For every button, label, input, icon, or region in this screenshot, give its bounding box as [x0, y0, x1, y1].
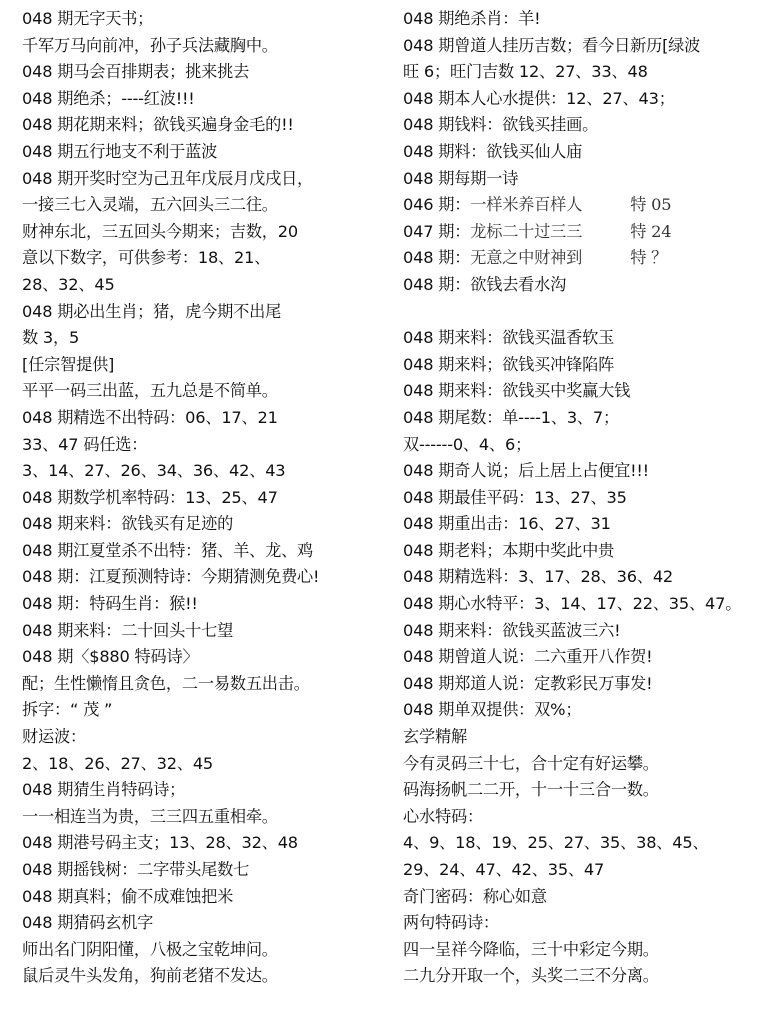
left-text-line: 048 期精选不出特码：06、17、21	[22, 407, 278, 427]
right-text-line: 048 期曾道人说：二六重开八作贺!	[403, 647, 653, 667]
right-text-line: 二九分开取一个，头奖二三不分离。	[403, 966, 659, 986]
right-text-line: 心水特码：	[403, 806, 483, 826]
right-text-line: 048 期老料；本期中奖此中贵	[403, 540, 615, 560]
poem-row	[403, 192, 769, 219]
left-text-line: 048 期绝杀；----红波!!!	[22, 88, 195, 108]
poem-text: 无意之中财神到	[470, 248, 583, 268]
left-text-line: 一一相连当为贵，三三四五重相牵。	[22, 806, 278, 826]
left-text-line: 数 3，5	[22, 328, 80, 348]
left-text-line: 048 期：江夏预测特诗：今期猜测免费心!	[22, 567, 320, 587]
right-text-line: 048 期曾道人挂历吉数；看今日新历[绿波	[403, 35, 701, 55]
right-text-line: 048 期料：欲钱买仙人庙	[403, 141, 583, 161]
left-text-line: 配；生性懒惰且贪色，二一易数五出击。	[22, 673, 310, 693]
right-text-line: 048 期每期一诗	[403, 168, 519, 188]
right-text-line: 码海扬帆二二开，十一十三合一数。	[403, 780, 659, 800]
right-text-line: 048 期钱料：欲钱买挂画。	[403, 115, 599, 135]
poem-row	[403, 245, 769, 272]
left-text-line: 048 期数学机率特码：13、25、47	[22, 487, 278, 507]
poem-text: 龙标二十过三三	[470, 221, 583, 241]
right-text-line: 048 期心水特平：3、14、17、22、35、47。	[403, 594, 742, 614]
left-text-line: 048 期猜码玄机字	[22, 913, 154, 933]
left-text-line: 048 期真料；偷不成难蚀把米	[22, 886, 234, 906]
right-text-line: 今有灵码三十七，合十定有好运攀。	[403, 753, 659, 773]
right-text-line: 旺 6；旺门吉数 12、27、33、48	[403, 62, 648, 82]
right-text-line: 048 期尾数：单----1、3、7；	[403, 407, 620, 427]
right-text-line: 双------0、4、6；	[403, 434, 532, 454]
right-text-line: 048 期：欲钱去看水沟	[403, 274, 567, 294]
left-text-line: 048 期开奖时空为己丑年戊辰月戊戌日，	[22, 168, 314, 188]
left-text-line: 2、18、26、27、32、45	[22, 753, 214, 773]
right-text-line	[403, 299, 769, 326]
poem-issue-label: 046 期：	[403, 195, 471, 215]
left-text-line: 048 期〈$880 特码诗〉	[22, 647, 199, 667]
left-text-line: 048 期猜生肖特码诗；	[22, 780, 186, 800]
right-column	[403, 6, 769, 990]
left-text-line: 意以下数字，可供参考：18、21、	[22, 248, 271, 268]
left-text-line: 千军万马向前冲，孙子兵法藏胸中。	[22, 35, 278, 55]
left-text-line: 048 期马会百排期表；挑来挑去	[22, 62, 250, 82]
left-text-line: 拆字：“ 茂 ”	[22, 700, 113, 720]
right-text-line: 048 期来料；欲钱买冲锋陷阵	[403, 354, 615, 374]
left-text-line: 048 期摇钱树：二字带头尾数七	[22, 860, 250, 879]
left-text-line: 鼠后灵牛头发角，狗前老猪不发达。	[22, 966, 278, 986]
right-text-line: 048 期最佳平码：13、27、35	[403, 487, 627, 507]
poem-text: 一样米养百样人	[470, 195, 583, 215]
right-text-line: 奇门密码：称心如意	[403, 886, 547, 906]
right-text-line: 四一呈祥今降临，三十中彩定今期。	[403, 939, 659, 959]
poem-special-number: 特 ？	[630, 248, 668, 268]
poem-row	[403, 219, 769, 246]
left-text-line: 平平一码三出蓝，五九总是不简单。	[22, 381, 278, 401]
left-text-line: 048 期花期来料；欲钱买遍身金毛的!!	[22, 115, 294, 135]
left-text-line: 048 期来料：二十回头十七望	[22, 620, 234, 640]
poem-special-number: 特 24	[630, 221, 672, 241]
right-text-line: 两句特码诗：	[403, 913, 499, 933]
right-text-line: 29、24、47、42、35、47	[403, 860, 605, 879]
poem-issue-label: 047 期：	[403, 221, 471, 241]
left-text-line: 048 期必出生肖；猪，虎今期不出尾	[22, 301, 282, 321]
left-text-line: 一接三七入灵端，五六回头三二往。	[22, 195, 278, 215]
left-text-line: [任宗智提供]	[22, 354, 115, 374]
poem-issue-label: 048 期：	[403, 248, 471, 268]
right-text-line: 048 期郑道人说：定教彩民万事发!	[403, 673, 653, 693]
right-text-line: 048 期来料：欲钱买蓝波三六!	[403, 620, 621, 640]
poem-special-number: 特 05	[630, 195, 672, 215]
left-text-line: 3、14、27、26、34、36、42、43	[22, 461, 286, 481]
left-text-line: 048 期来料：欲钱买有足迹的	[22, 514, 234, 534]
left-text-line: 财运波：	[22, 727, 86, 747]
right-text-line: 048 期奇人说；后上居上占便宜!!!	[403, 461, 649, 481]
right-text-line: 048 期精选料：3、17、28、36、42	[403, 567, 674, 587]
left-text-line: 财神东北，三五回头今期来；吉数，20	[22, 221, 298, 241]
right-text-line: 048 期本人心水提供：12、27、43；	[403, 88, 675, 108]
left-text-line: 048 期无字天书；	[22, 9, 154, 28]
left-text-line: 048 期港号码主支；13、28、32、48	[22, 833, 298, 853]
left-text-line: 048 期江夏堂杀不出特：猪、羊、龙、鸡	[22, 540, 314, 560]
right-text-line: 048 期绝杀肖：羊!	[403, 9, 541, 28]
left-text-line: 师出名门阴阳懂，八极之宝乾坤问。	[22, 939, 278, 959]
left-text-line: 048 期：特码生肖：猴!!	[22, 594, 198, 614]
right-text-line: 048 期来料：欲钱买温香软玉	[403, 328, 615, 348]
right-text-line: 048 期重出击：16、27、31	[403, 514, 611, 534]
right-text-line: 玄学精解	[403, 727, 467, 747]
left-text-line: 048 期五行地支不利于蓝波	[22, 141, 218, 161]
right-text-line: 048 期来料：欲钱买中奖赢大钱	[403, 381, 631, 401]
left-column	[22, 6, 394, 990]
right-text-line: 048 期单双提供：双%；	[403, 700, 582, 720]
right-text-line: 4、9、18、19、25、27、35、38、45、	[403, 833, 709, 853]
left-text-line: 28、32、45	[22, 274, 115, 294]
left-text-line: 33、47 码任选：	[22, 434, 148, 454]
